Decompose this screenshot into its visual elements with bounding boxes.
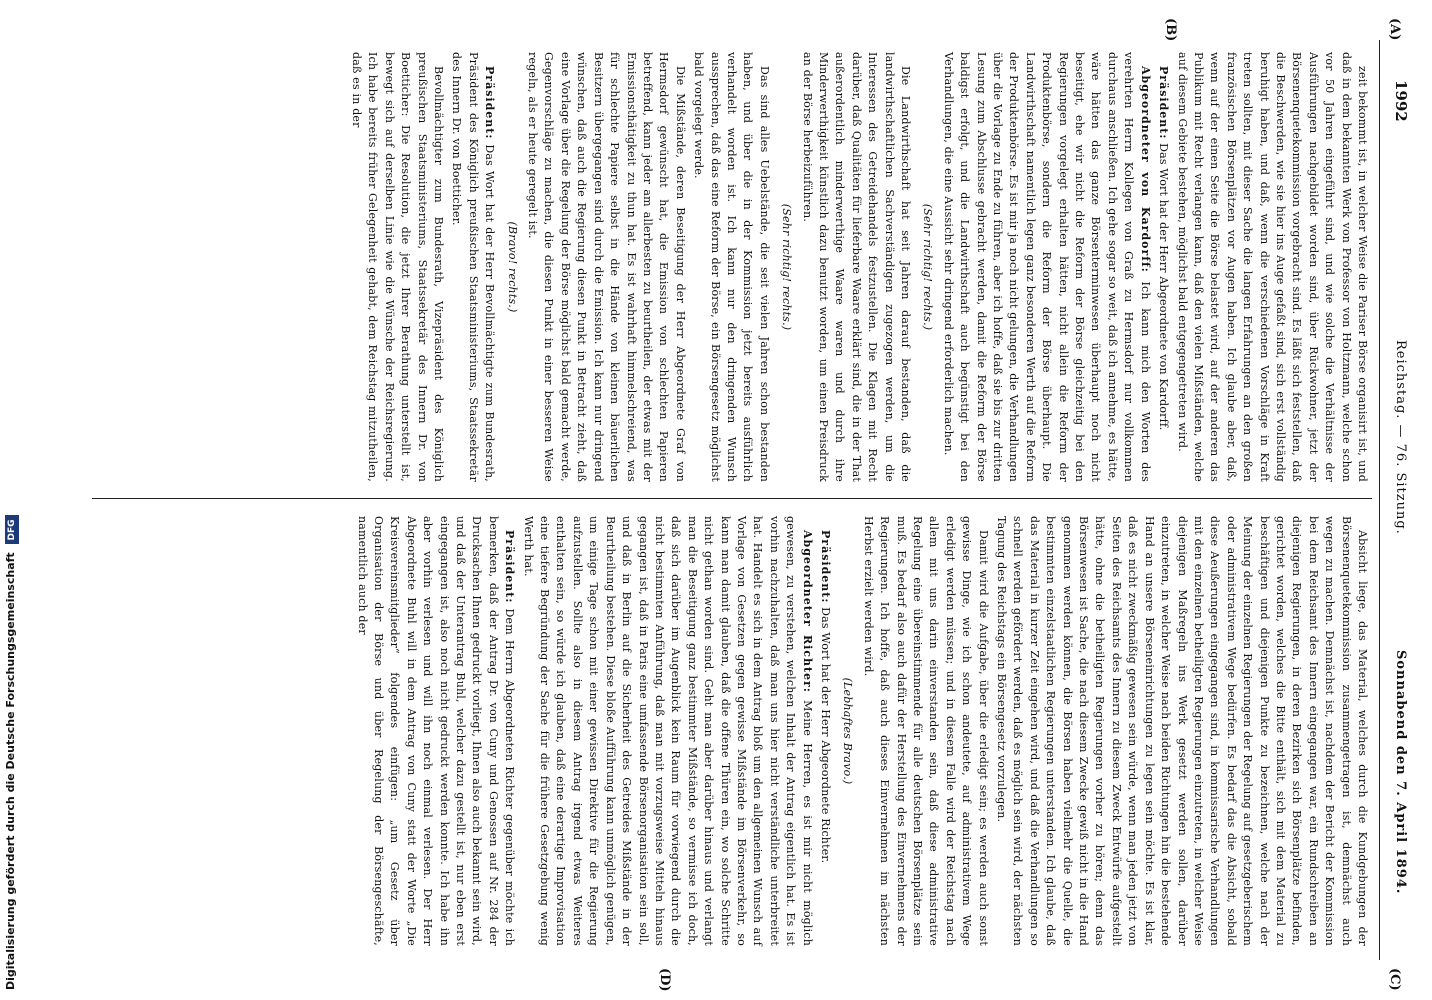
text-paragraph: Absicht liege, das Material, welches durch die Kundgebungen der Börsenenquetekommission zusammengetragen ist, demnächst auch wegen zu machen. Demnächst ist, nachdem der Bericht der Kommission bei dem Reichsamt des Innern eingegangen war, ein Rundschreiben an diejenigen Regierungen, in deren Bezirken sich Börsenplätze befinden, gerichtet worden, welches die Bitte enthält, sich mit dem Material zu beschäftigen und diejenigen Punkte zu bezeichnen, welche nach der Meinung der einzelnen Regierungen der Regelung auf gesetzgeberischem oder administrativem Wege bedürfen. Es bedarf das die Absicht, sobald diese Aeußerungen eingegangen sind, in kommissarische Verhandlungen mit den einzelnen betheiligten Regierungen einzutreten, in welcher Weise diejenigen Maßregeln ins Werk gesetzt werden sollen, darüber einzutreten, in welcher Weise nach beiden Richtungen hin die bestehende Hand an unsere Börseneinrichtungen zu legen sein möchte. Es ist klar, daß es nicht zweckmäßig gewesen sein würde, wenn man jeden jetzt von Seiten des Reichsamts des Innern zu diesem Zweck Entwürfe aufgestellt hätte, ohne die betheiligten Regierungen vorher zu hören; denn das Börsenwesen ist Sache, die nach diesem Zwecke gewiß nicht in die Hand genommen werden können, die Börsen haben vielmehr die Quelle, die bestimmten einzelstaatlichen Regierungen unterstanden. Ich glaube, daß das Material in kurzer Zeit eingehen wird, und daß die Verhandlungen so schnell werden gefördert werden, daß es möglich sein wird, der nächsten Tagung des Reichstags ein Börsengesetz vorzulegen. (995, 516, 1369, 946)
margin-marker-b: (B) (1163, 18, 1178, 42)
speaker-name: Präsident: (1157, 66, 1171, 140)
speaker-paragraph (817, 516, 833, 946)
speaker-name: Abgeordneter von Kardorff: (1138, 66, 1152, 273)
page-header (1382, 40, 1412, 970)
margin-marker-d: (D) (657, 968, 672, 992)
page-number: 1992 (1392, 80, 1410, 122)
reaction-note: (Sehr richtig! rechts.) (921, 203, 935, 331)
speaker-paragraph (1155, 52, 1171, 482)
text-paragraph: Damit wird die Aufgabe, über die erledigt sein; es werden auch sonst gewisse Dinge, wie ich schon andeutete, auf administrativem Wege erledigt werden müssen; und in diesem Falle wird der Reichstag nach allem mit uns darin einverstanden sein, daß diese administrative Regelung eine übereinstimmende für alle deutschen Börsenplätze sein muß. Es bedarf also auch dafür der Herstellung des Einvernehmens der Regierungen. Ich hoffe, daß auch dieses Einvernehmen im nächsten Herbst erzielt werden wird. (861, 516, 990, 946)
text-paragraph: Bevollmächtigter zum Bundesrath, Vizepräsident des Königlich preußischen Staatsministeriums, Staatssekretär des Innern Dr. von Boetticher: Die Resolution, die jetzt Ihrer Berathung unterstellt ist, bewegt sich auf derselben Linie wie die Wünsche der Reichsregierung. Ich habe bereits früher Gelegenheit gehabt, dem Reichstag mitzutheilen, daß es in der (350, 52, 446, 482)
footer-credit-text: Digitalisierung gefördert durch die Deutsche Forschungsgemeinschaft (4, 552, 17, 990)
column-divider (92, 498, 1372, 499)
speaker-paragraph (448, 52, 497, 482)
speaker-name: Präsident: (483, 66, 497, 140)
speaker-text: Meine Herren, es ist mir nicht möglich gewesen, zu verstehen, welchen Inhalt der Antrag eigentlich hat. Es ist vorhin nachzuhalten, daß man uns hier nicht verständliche unterbreitet hat. Handelt es sich in dem Antrag bloß um den allgemeinen Wunsch auf Vorlage von Gesetzen gegen gewisse Mißstände im Börsenverkehr, so kann man damit glauben, daß die offene Thüren ein, wo solche Schritte nicht gethan worden sind. Geht man aber darüber hinaus und verlangt man die Beseitigung ganz bestimmter Mißstände, so vermisse ich doch, daß sich darüber im Augenblick kein Raum für vorwiegend durch die nicht bestimmten Anführung, daß man mit vorzugsweise Mitteln hinaus gegangen ist, daß in Paris eine umfassende Börsenorganisation sein soll, und daß in Berlin auf die Sicherheit des Getreides Mißstände in der Beurtheilung bestehen. Diese bloße Aufführung kann unmöglich genügen, um einige Tage schon mit einer gewissen Direktive für die Regierung aufzustellen. Sollte also in diesem Antrag irgend etwas Weiteres enthalten sein, so würde ich glauben, daß eine derartige Improvisation eine tiefere Begründung der Sache für die frühere Gesetzgebung wenig Werth hat. (521, 516, 814, 946)
text-paragraph: zeit bekommt ist, in welcher Weise die Pariser Börse organisirt ist, und daß in dem bekannten Werk von Professor von Holtzmann, welche schon vor 50 Jahren eingeführt sind, und wie solche die Verhältnisse der Ausführungen nachgebildet worden sind, über Rückwohner, jetzt der Börsenenquetekommission vorgebracht sind. Es läßt sich feststellen, daß die Beschwerden, wie sie hier ins Auge gefaßt sind, sich erst vollständig beruhigt haben, und daß, wenn die verschiedenen Vorschläge in Kraft treten sollten, mit dieser Sache die langen Erfahrungen an den großen französischen Börsenplätzen vor Augen haben. Ich glaube aber, daß, wenn auf der einen Seite die Börse belastet wird, auf der anderen das Publikum mit Recht verlangen kann, daß den vielen Mißständen, welche auf diesem Gebiete bestehen, möglichst bald entgegengetreten wird. (1175, 52, 1369, 482)
reaction-note: (Sehr richtig! rechts.) (780, 203, 794, 331)
speaker-name: Präsident: (503, 530, 517, 604)
speaker-paragraph (519, 516, 814, 946)
speaker-text: Dem Herrn Abgeordneten Richter gegenüber möchte ich bemerken, daß der Antrag Dr. von Cuny und Genossen auf Nr. 284 der Drucksachen Ihnen gedruckt vorliegt, Ihnen also auch bekannt sein wird, und daß der Unterantrag Buhl, welcher dazu gestellt ist, nur eben erst eingegangen ist, also noch nicht gedruckt werden konnte. Ich habe ihn aber vorhin verlesen und will ihn noch einmal verlesen. Der Herr Abgeordnete Buhl will in dem Antrag von Cuny statt der Worte „Die Kreisvereinsmitglieder“ folgendes einfügen: „um Gesetz über Organisation der Börse und über Regelung der Börsengeschäfte, namentlich auch der (355, 516, 517, 946)
speaker-text: Das Wort hat der Herr Abgeordnete Richter. (819, 607, 832, 864)
margin-marker-a: (A) (1387, 18, 1402, 41)
header-rule (1379, 40, 1380, 960)
reaction-note: (Bravo! rechts.) (505, 221, 519, 313)
text-paragraph: Die Mißstände, deren Beseitigung der Herr Abgeordnete Graf von Hermsdorf gewünscht hat, die Emission von schlechten Papieren betreffend, kann jeder am allerbesten zu beurtheilen, der etwas mit der Emissionsthätigkeit zu thun hat. Es ist wahrhaft himmelschreiend, was für schlechte Papiere selbst in die Hände von kleinen bäuerlichen Besitzern übergegangen sind durch die Emission. Ich kann nur dringend wünschen, daß auch die Regierung diesen Punkt in Betracht zieht, daß eine Vorlage über die Regelung der Börse möglichst bald gemacht werde, Gegenvorschläge zu machen, die diesen Punkt in einer besseren Weise regeln, als er heute geregelt ist. (526, 52, 687, 482)
text-paragraph: Die Landwirthschaft hat seit Jahren darauf bestanden, daß die landwirthschaftlichen Sachverständigen zugezogen werden, um die Interessen des Getreidehandels festzustellen. Die Klagen mit Recht darüber, daß Qualitäten für lieferbare Waare erklärt sind, die in der That außerordentlich minderwerthige Waare waren und durch ihre Minderwerthigkeit künstlich dazu benutzt worden, um einen Preisdruck an der Börse herbeizuführen. (800, 52, 913, 482)
right-column (351, 516, 1370, 946)
speaker-name: Präsident: (819, 530, 832, 604)
page-date: Sonnabend den 7. April 1894. (1393, 650, 1408, 895)
dfg-logo-icon: DFG (5, 515, 19, 544)
speaker-paragraph (939, 52, 1152, 482)
reaction-note: (Lebhaftes Bravo.) (841, 677, 855, 785)
text-paragraph: Das sind alles Uebelstände, die seit vielen Jahren schon bestanden haben, und über die in der Kommission jetzt bereits ausführlich verhandelt worden ist. Ich kann nur den dringenden Wunsch aussprechen, daß das eine Reform der Börse, ein Börsengesetz möglichst bald vorgelegt werde. (692, 52, 771, 482)
left-column (346, 52, 1370, 482)
speaker-text: Das Wort hat der Herr Abgeordnete von Kardorff. (1157, 143, 1171, 431)
speaker-text: Ich kann mich den Worten des verehrten Herrn Kollegen von Graß zu Hermsdorf nur vollkommen durchaus anschließen. Ich gehe sogar so weit, daß ich annehme, es hätte, wäre hätten das ganze Börsenterminwesen überhaupt noch nicht beseitigt, ehe wir nicht die Reform der Börse gleichzeitig bei den Regierungen vorgelegt erhalten hätten, nicht allein die Reform der Produktenbörse, sondern die Reform der Börse überhaupt. Die Landwirthschaft namentlich legen ganz besonderen Werth auf die Reform der Produktenbörse. Es ist mir ja noch nicht gelungen, die Verhandlungen über die Vorlage zu Ende zu führen, aber ich hoffe, daß sie bis zur dritten Lesung zum Abschlusse gebracht werden, damit die Reform der Börse baldigst erfolgt, und die Landwirthschaft auch begünstigt bei den Verhandlungen, die eine Aussicht sehr dringend erforderlich machen. (941, 52, 1152, 482)
page-title: Reichstag. — 76. Sitzung. (1393, 340, 1408, 535)
margin-marker-c: (C) (1387, 968, 1402, 991)
speaker-text: Das Wort hat der Herr Bevollmächtigte zum Bundesrath, Präsident des Königlich preußischen Staatsministeriums, Staatssekretär des Innern Dr. von Boetticher. (450, 52, 497, 482)
speaker-paragraph (353, 516, 517, 946)
speaker-name: Abgeordneter Richter: (800, 530, 814, 693)
